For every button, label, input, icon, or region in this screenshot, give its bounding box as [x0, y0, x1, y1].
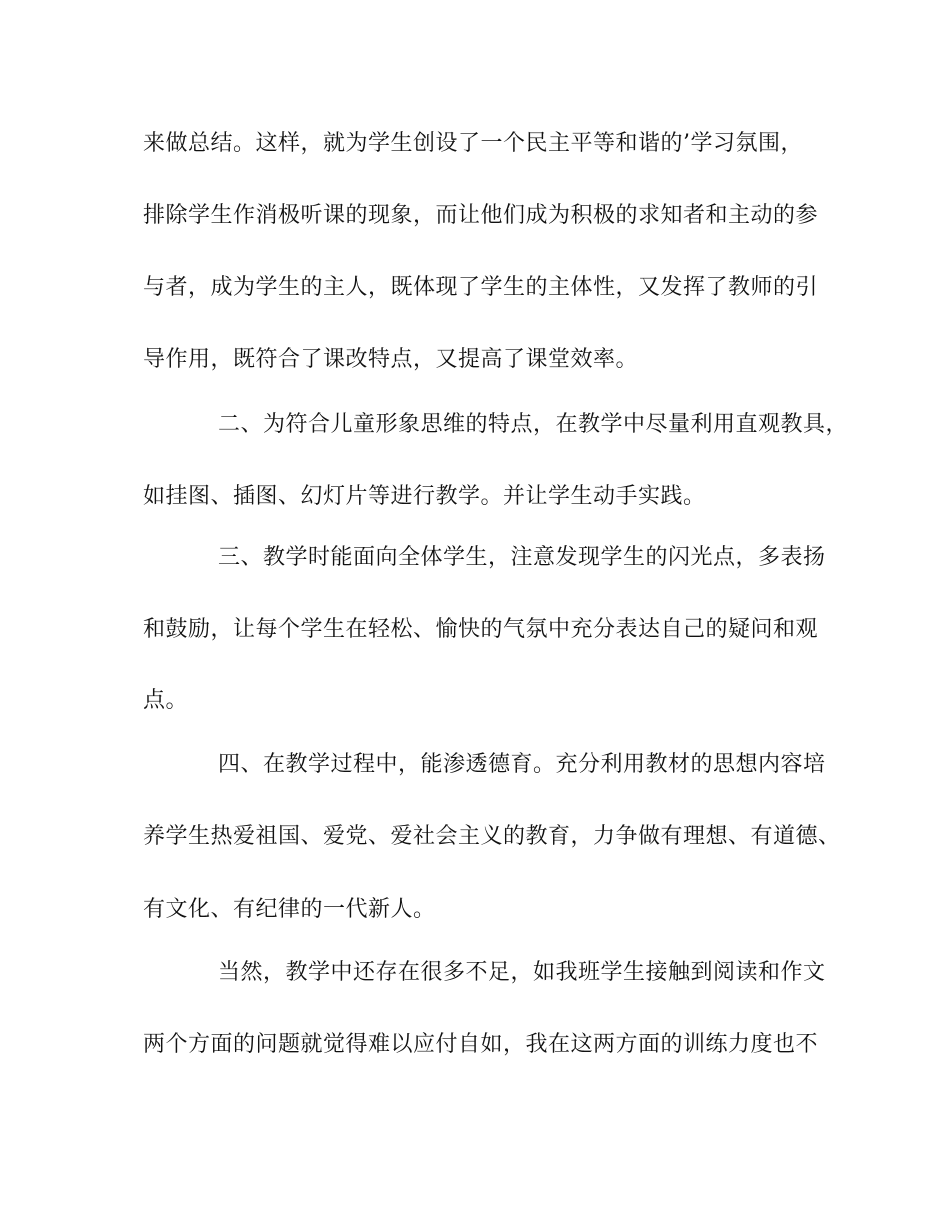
- text-line: 养学生热爱祖国、爱党、爱社会主义的教育，力争做有理想、有道德、: [143, 824, 841, 849]
- text-line: 如挂图、插图、幻灯片等进行教学。并让学生动手实践。: [143, 484, 706, 509]
- text-line: 来做总结。这样，就为学生创设了一个民主平等和谐的’学习氛围，: [143, 131, 803, 156]
- paragraph-start-line: 当然，教学中还存在很多不足，如我班学生接触到阅读和作文: [218, 960, 826, 985]
- text-line: 两个方面的问题就觉得难以应付自如，我在这两方面的训练力度也不: [143, 1032, 819, 1057]
- paragraph-start-line: 四、在教学过程中，能渗透德育。充分利用教材的思想内容培: [218, 752, 826, 777]
- text-line: 与者，成为学生的主人，既体现了学生的主体性，又发挥了教师的引: [143, 275, 819, 300]
- paragraph-start-line: 三、教学时能面向全体学生，注意发现学生的闪光点，多表扬: [218, 545, 826, 570]
- text-line: 排除学生作消极听课的现象，而让他们成为积极的求知者和主动的参: [143, 203, 819, 228]
- text-line: 点。: [143, 688, 189, 713]
- text-line: 导作用，既符合了课改特点，又提高了课堂效率。: [143, 347, 639, 372]
- paragraph-start-line: 二、为符合儿童形象思维的特点，在教学中尽量利用直观教具，: [218, 412, 849, 437]
- text-line: 和鼓励，让每个学生在轻松、愉快的气氛中充分表达自己的疑问和观: [143, 617, 819, 642]
- text-line: 有文化、有纪律的一代新人。: [143, 897, 436, 922]
